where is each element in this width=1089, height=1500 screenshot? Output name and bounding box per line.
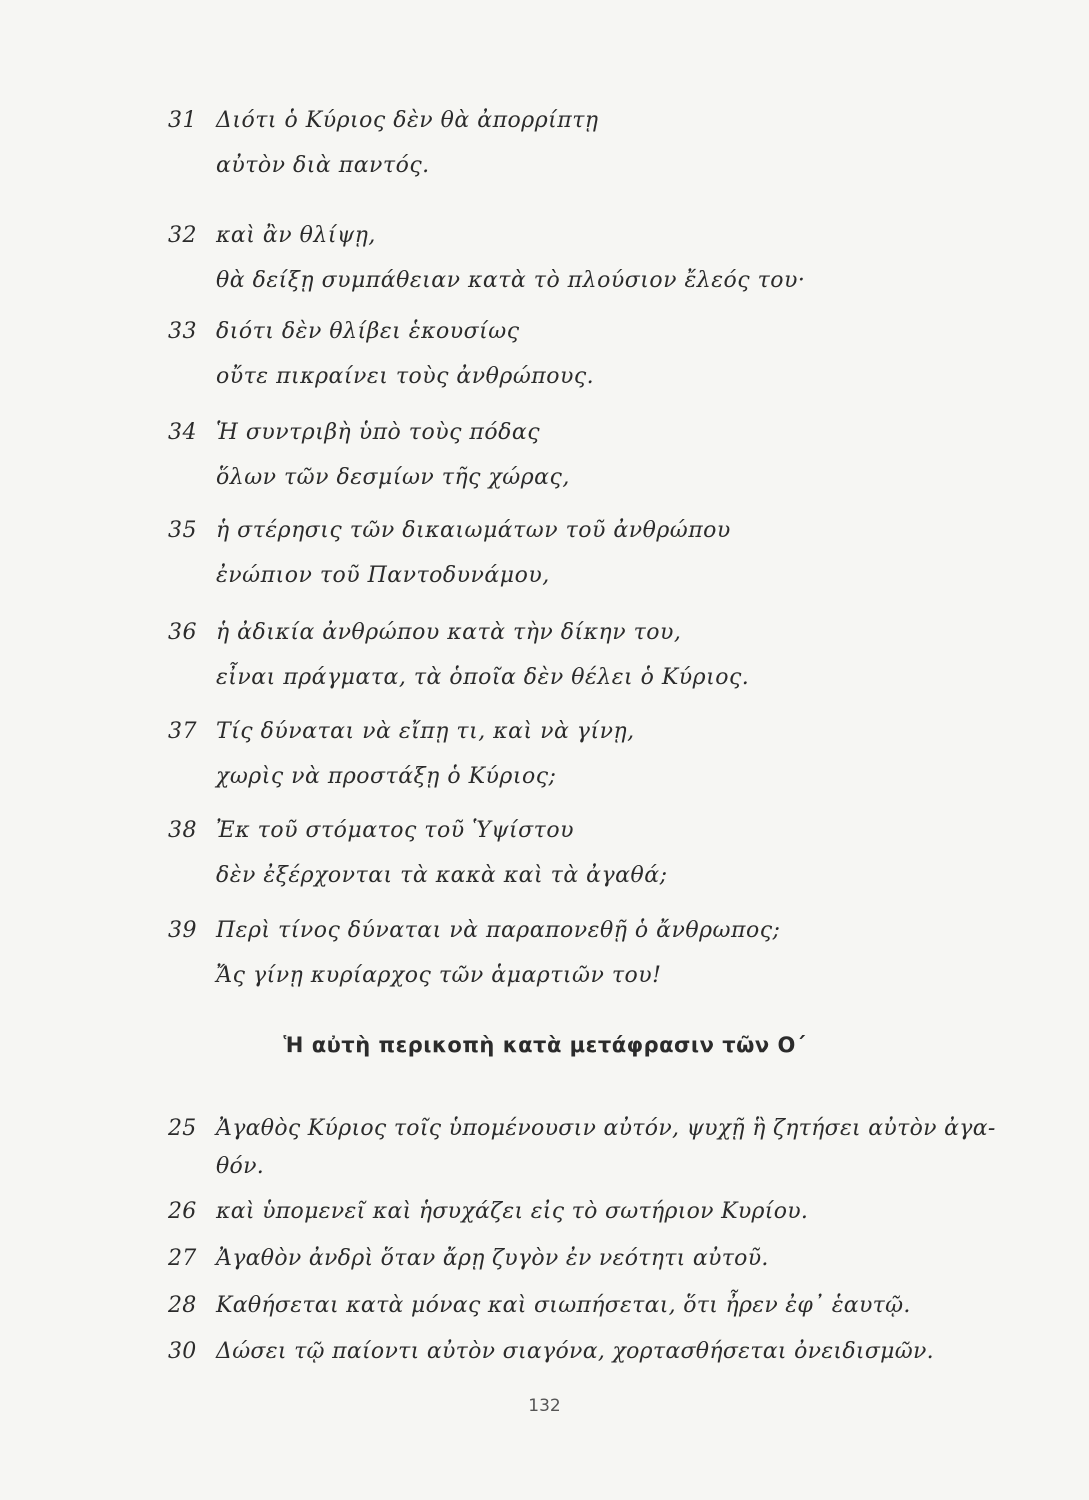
verse-number: 30 bbox=[168, 1339, 197, 1364]
verse-number: 39 bbox=[168, 918, 197, 943]
verse-35 bbox=[168, 508, 731, 598]
verse-line: οὔτε πικραίνει τοὺς ἀνθρώπους. bbox=[216, 364, 595, 389]
verse-number: 35 bbox=[168, 518, 197, 543]
verse-line: ἐνώπιον τοῦ Παντοδυνάμου, bbox=[216, 563, 550, 588]
page-number: 132 bbox=[528, 1396, 561, 1416]
verse-line: Τίς δύναται νὰ εἴπῃ τι, καὶ νὰ γίνῃ, bbox=[216, 719, 635, 744]
verse-39 bbox=[168, 908, 780, 998]
verse-37 bbox=[168, 709, 635, 799]
verse-line: χωρὶς νὰ προστάξῃ ὁ Κύριος; bbox=[216, 764, 557, 789]
verse-line: ὅλων τῶν δεσμίων τῆς χώρας, bbox=[216, 465, 570, 490]
verse-line: ἡ ἀδικία ἀνθρώπου κατὰ τὴν δίκην του, bbox=[216, 620, 682, 645]
verse-line: θὰ δείξῃ συμπάθειαν κατὰ τὸ πλούσιον ἔλεός του· bbox=[216, 268, 806, 293]
verse-33 bbox=[168, 309, 594, 399]
verse-line: δὲν ἐξέρχονται τὰ κακὰ καὶ τὰ ἀγαθά; bbox=[216, 863, 668, 888]
verse-line: εἶναι πράγματα, τὰ ὁποῖα δὲν θέλει ὁ Κύριος. bbox=[216, 665, 750, 690]
verse-34 bbox=[168, 410, 570, 500]
verse-line: ἡ στέρησις τῶν δικαιωμάτων τοῦ ἀνθρώπου bbox=[216, 518, 731, 543]
verse-31 bbox=[168, 98, 599, 188]
verse-number: 36 bbox=[168, 620, 197, 645]
verse-32 bbox=[168, 213, 805, 303]
verse-line: διότι δὲν θλίβει ἑκουσίως bbox=[216, 319, 520, 344]
verse-text: Δώσει τῷ παίοντι αὐτὸν σιαγόνα, χορτασθήσεται ὀνειδισμῶν. bbox=[216, 1339, 934, 1364]
verse-38 bbox=[168, 808, 668, 898]
verse-number: 31 bbox=[168, 108, 197, 133]
lxx-verse-28 bbox=[168, 1287, 1018, 1325]
lxx-verse-26 bbox=[168, 1193, 1018, 1231]
verse-text: Ἀγαθὸς Κύριος τοῖς ὑπομένουσιν αὐτόν, ψυχῇ ἣ ζητήσει αὐτὸν ἀγα- bbox=[216, 1116, 996, 1141]
verse-number: 25 bbox=[168, 1116, 197, 1141]
verse-number: 32 bbox=[168, 223, 197, 248]
verse-line: Ἡ συντριβὴ ὑπὸ τοὺς πόδας bbox=[216, 420, 541, 445]
verse-line: Διότι ὁ Κύριος δὲν θὰ ἀπορρίπτῃ bbox=[216, 108, 599, 133]
verse-number: 37 bbox=[168, 719, 197, 744]
verse-number: 27 bbox=[168, 1246, 197, 1271]
verse-number: 26 bbox=[168, 1199, 197, 1224]
verse-text: Καθήσεται κατὰ μόνας καὶ σιωπήσεται, ὅτι ἦρεν ἐφ᾿ ἑαυτῷ. bbox=[216, 1293, 911, 1318]
verse-text-wrap: θόν. bbox=[216, 1154, 265, 1179]
lxx-verse-30 bbox=[168, 1333, 1018, 1371]
verse-number: 38 bbox=[168, 818, 197, 843]
section-heading: Ἡ αὐτὴ περικοπὴ κατὰ μετάφρασιν τῶν Ο΄ bbox=[283, 1033, 806, 1057]
verse-number: 33 bbox=[168, 319, 197, 344]
lxx-verse-25 bbox=[168, 1110, 1018, 1186]
verse-text: καὶ ὑπομενεῖ καὶ ἡσυχάζει εἰς τὸ σωτήριον Κυρίου. bbox=[216, 1199, 809, 1224]
lxx-verse-27 bbox=[168, 1240, 1018, 1278]
verse-text: Ἀγαθὸν ἀνδρὶ ὅταν ἄρῃ ζυγὸν ἐν νεότητι αὐτοῦ. bbox=[216, 1246, 769, 1271]
verse-number: 34 bbox=[168, 420, 197, 445]
verse-line: καὶ ἂν θλίψῃ, bbox=[216, 223, 376, 248]
verse-line: Ἄς γίνῃ κυρίαρχος τῶν ἁμαρτιῶν του! bbox=[216, 963, 662, 988]
verse-36 bbox=[168, 610, 749, 700]
verse-line: αὐτὸν διὰ παντός. bbox=[216, 153, 430, 178]
verse-number: 28 bbox=[168, 1293, 197, 1318]
verse-line: Περὶ τίνος δύναται νὰ παραπονεθῇ ὁ ἄνθρωπος; bbox=[216, 918, 781, 943]
verse-line: Ἐκ τοῦ στόματος τοῦ Ὑψίστου bbox=[216, 818, 574, 843]
